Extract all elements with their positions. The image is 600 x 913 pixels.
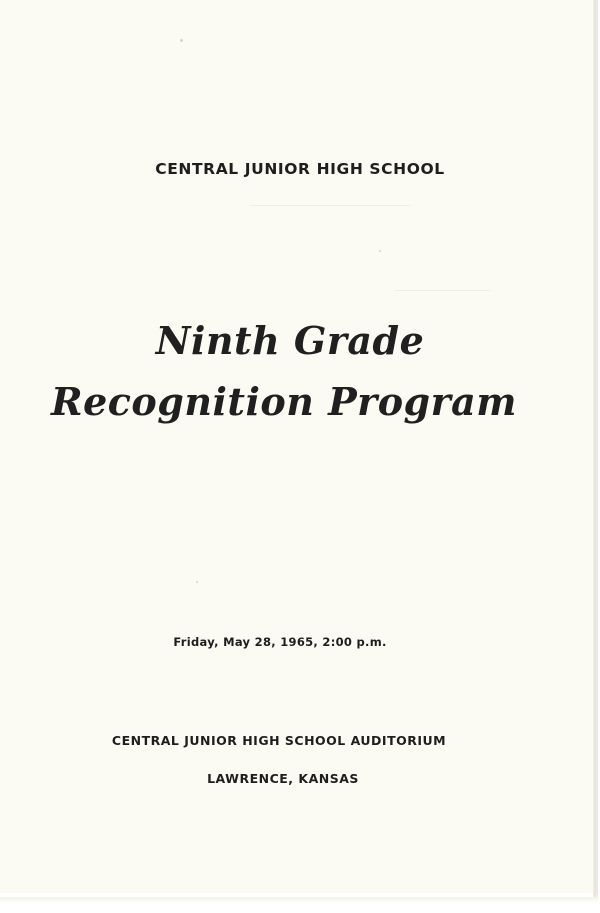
paper-speck xyxy=(180,39,183,42)
event-city: LAWRENCE, KANSAS xyxy=(207,771,359,786)
page-bottom-edge xyxy=(0,897,598,903)
event-venue: CENTRAL JUNIOR HIGH SCHOOL AUDITORIUM xyxy=(111,733,447,748)
page-edge-shadow xyxy=(593,0,596,903)
school-name-heading: CENTRAL JUNIOR HIGH SCHOOL xyxy=(155,160,445,178)
show-through-line xyxy=(250,205,410,206)
event-date-time: Friday, May 28, 1965, 2:00 p.m. xyxy=(173,635,387,649)
show-through-line xyxy=(395,290,490,291)
paper-speck xyxy=(379,250,381,252)
program-title-line-1: Ninth Grade xyxy=(155,318,425,363)
program-title-line-2: Recognition Program xyxy=(51,379,517,424)
paper-speck xyxy=(196,581,198,583)
